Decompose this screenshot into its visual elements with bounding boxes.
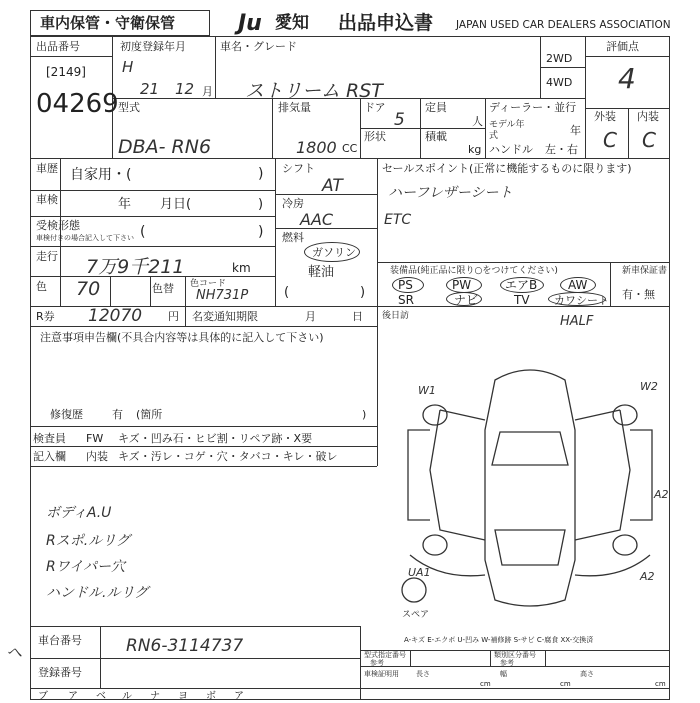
reception-note: 車検付きの場合記入して下さい [36,234,134,242]
capacity-unit: 人 [472,115,483,128]
mileage-label: 走行 [36,250,58,263]
equip-aw-circle [560,277,596,293]
load-label: 積載 [425,130,447,143]
model-year-unit: 年 [570,124,581,137]
history-close: ) [258,166,264,182]
history-label: 車歴 [36,162,58,175]
model-value: DBA- RN6 [118,136,212,158]
recycle-value: 12070 [88,306,143,326]
color-label: 色 [36,280,47,293]
exterior-grade: C [603,128,617,152]
car-diagram [400,350,660,630]
strip-2: ア [68,691,78,702]
car-name-value: ストリーム RST [245,80,383,102]
equip-tv: TV [514,293,530,307]
damage-mark-a2-lower: A2 [640,570,655,583]
damage-mark-a2-right: A2 [654,488,669,501]
color-value: 70 [76,278,101,300]
color-change-label: 色替 [152,282,174,295]
equip-navi-circle [446,292,482,306]
strip-7: ボ [206,691,216,702]
height-label: 高さ [580,670,594,678]
displacement-unit: CC [342,142,358,155]
notes-label: 注意事項申告欄(不具合内容等は具体的に記入して下さい) [40,331,324,344]
inspector-label: 検査員 [33,432,66,445]
fuel-circle [304,242,360,262]
length-label: 長さ [416,670,430,678]
spare-label: スペア [402,610,430,620]
note-line-2: Rスポ.ルリグ [46,533,130,549]
width-label: 幅 [500,670,507,678]
inspection-month: 月日( [160,197,192,212]
mileage-value: 7万9千211 [86,256,185,278]
rating-score: 4 [618,62,636,95]
equip-aw: AW [568,278,588,292]
registration-year: 21 [140,80,160,98]
tax-notice-label: 名変通知期限 [192,310,258,323]
warranty-label: 新車保証書 [622,266,668,276]
rear-seat-value: HALF [560,314,594,329]
fuel-close: ) [360,285,366,300]
ac-value: AAC [300,210,334,229]
strip-4: ル [122,691,132,702]
equip-sr: SR [398,293,414,307]
diagram-legend: A-キズ E-エクボ U-凹み W-補修跡 S-サビ C-腐食 XX-交換済 [404,636,594,644]
repair-location: (箇所 [136,408,163,421]
damage-mark-ua1: UA1 [408,566,431,579]
handle-options: 左・右 [545,143,578,156]
registration-label: 初度登録年月 [120,40,186,53]
exterior-label: 外装 [594,110,616,123]
class-ref: 参考 [500,659,514,667]
interior-terms-label: 内装 [86,450,108,463]
rating-label: 評価点 [606,40,639,53]
fuel-value: ガソリン [312,246,356,259]
strip-8: ア [234,691,244,702]
damage-mark-w1: W1 [418,384,436,397]
inspection-label: 車検 [36,193,58,206]
displacement-value: 1800 [296,138,337,157]
inspection-year: 年 [118,197,132,212]
reception-open: ( [140,224,146,240]
recycle-unit: 円 [168,310,179,323]
strip-6: ヨ [178,691,188,702]
color-code-value: NH731P [196,288,249,303]
strip-1: ブ [38,691,48,702]
length-unit: cm [480,680,491,688]
displacement-label: 排気量 [278,101,311,114]
warranty-options: 有・無 [622,288,655,301]
equip-navi: ナビ [454,293,479,307]
sales-point-1: ハーフレザーシート [388,185,513,201]
entry-label: 記入欄 [33,450,66,463]
equip-airbag-circle [500,277,544,293]
model-year-label: モデル年式 [489,120,525,141]
inspector-fw: FW [86,432,104,445]
type-designation-label: 型式指定番号 [364,651,406,659]
shape-label: 形状 [364,130,386,143]
tax-notice-month: 月 [305,310,316,323]
type-ref: 参考 [370,659,384,667]
equip-pw-circle [446,277,482,293]
interior-terms: キズ・汚レ・コゲ・穴・タバコ・キレ・破レ [118,450,338,463]
equip-pw: PW [452,278,472,292]
model-label: 型式 [118,101,140,114]
chassis-value: RN6-3114737 [126,636,244,656]
fuel-diesel: 軽油 [308,265,335,280]
doors-value: 5 [394,110,405,130]
shift-value: AT [322,176,343,196]
equip-seat-circle [548,292,606,306]
interior-label: 内装 [637,110,659,123]
inspection-close: ) [258,197,264,212]
registration-number-label: 登録番号 [38,666,82,679]
logo-name: 愛知 [275,13,309,33]
lot-label: 出品番号 [36,40,80,53]
class-label: 類別区分番号 [494,651,536,659]
chassis-label: 車台番号 [38,634,82,647]
damage-mark-w2: W2 [640,380,658,393]
association-name: JAPAN USED CAR DEALERS ASSOCIATION [456,19,671,31]
registration-month: 12 [175,80,195,98]
reception-label: 受検形態 [36,219,80,232]
history-value: 自家用・( [70,167,132,183]
recycle-label: R券 [36,310,55,323]
equip-seat: カワシート [554,294,609,307]
note-line-3: Rワイパー穴 [46,559,126,575]
sales-point-2: ETC [384,212,412,228]
form-title: 出品申込書 [338,12,434,34]
repair-value: 有 [112,408,123,421]
note-line-1: ボディA.U [46,505,112,521]
equip-airbag: エアB [505,278,538,292]
capacity-label: 定員 [425,101,447,114]
shift-label: シフト [282,162,315,175]
reception-close: ) [258,224,264,240]
repair-label: 修復歴 [50,408,83,421]
registration-era: H [122,58,134,76]
color-code-label: 色コード [190,279,227,289]
ac-label: 冷房 [282,197,304,210]
car-name-label: 車名・グレード [220,40,297,53]
drive-4wd: 4WD [546,76,573,89]
cert-label: 車検証明用 [364,670,399,678]
exterior-terms: キズ・凹み石・ヒビ割・リペア跡・X要 [118,432,313,445]
height-unit: cm [655,680,666,688]
dealer-import-label: ディーラー・並行 [489,101,577,114]
fuel-open: ( [284,285,290,300]
rear-seat-label: 後日訪 [382,311,410,321]
lot-number: 04269 [36,89,119,119]
ju-logo: Ju [238,11,262,36]
width-unit: cm [560,680,571,688]
doors-label: ドア [364,101,386,114]
equipment-label: 装備品(純正品に限り○をつけてください) [390,266,558,276]
equip-ps-circle [392,277,424,293]
sales-points-label: セールスポイント(正常に機能するものに限ります) [382,162,632,175]
registration-month-unit: 月 [202,85,213,98]
load-unit: kg [468,143,482,156]
note-line-4: ハンドル.ルリグ [46,585,149,601]
repair-close: ) [362,408,367,421]
tax-notice-day: 日 [352,310,363,323]
fuel-label: 燃料 [282,231,304,244]
handle-label: ハンドル [489,143,533,156]
mileage-unit: km [232,261,251,275]
drive-2wd: 2WD [546,52,573,65]
storage-label: 車内保管・守衛保管 [40,14,176,32]
corner-mark: ヘ [6,643,23,662]
strip-3: ベ [96,691,106,702]
strip-5: ナ [150,691,160,702]
equip-ps: PS [398,278,413,292]
lot-bracket: [2149] [46,65,86,79]
interior-grade: C [642,128,656,152]
